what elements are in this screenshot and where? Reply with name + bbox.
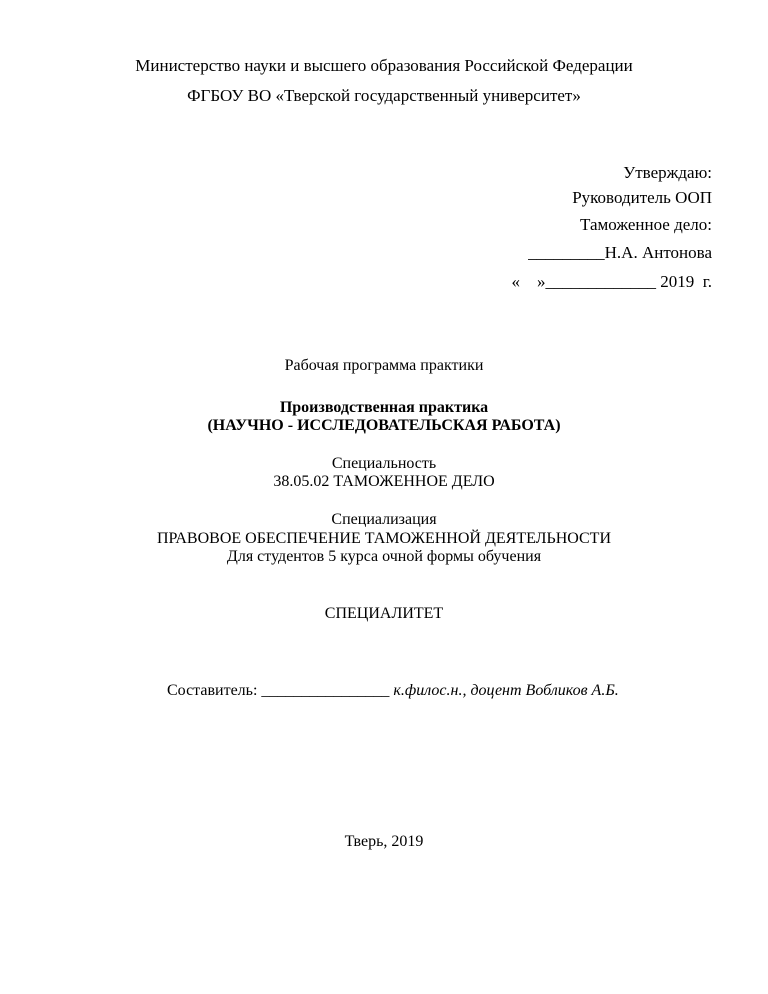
students-line: Для студентов 5 курса очной формы обучения	[226, 548, 542, 565]
specialization-value: ПРАВОВОЕ ОБЕСПЕЧЕНИЕ ТАМОЖЕННОЙ ДЕЯТЕЛЬНОСТИ	[156, 530, 612, 547]
author-label: Составитель: ________________	[167, 682, 390, 699]
approval-program: Таможенное дело:	[579, 215, 712, 234]
university-line: ФГБОУ ВО «Тверской государственный университет»	[187, 86, 581, 105]
author-name: к.филос.н., доцент Вобликов А.Б.	[393, 682, 619, 699]
author-line	[167, 683, 619, 699]
approval-heading: Утверждаю:	[623, 163, 712, 182]
practice-kind: (НАУЧНО - ИССЛЕДОВАТЕЛЬСКАЯ РАБОТА)	[207, 417, 561, 434]
specialization-label: Специализация	[331, 511, 437, 528]
approval-signature: _________Н.А. Антонова	[528, 243, 712, 262]
degree: СПЕЦИАЛИТЕТ	[324, 605, 444, 622]
place-year: Тверь, 2019	[344, 833, 424, 850]
document-type: Рабочая программа практики	[284, 357, 484, 374]
specialty-label: Специальность	[331, 455, 437, 472]
ministry-line: Министерство науки и высшего образования Российской Федерации	[135, 56, 633, 75]
approval-date: « »_____________ 2019 г.	[511, 272, 712, 291]
specialty-value: 38.05.02 ТАМОЖЕННОЕ ДЕЛО	[273, 473, 495, 490]
approval-role: Руководитель ООП	[572, 188, 712, 207]
practice-name: Производственная практика	[279, 399, 489, 416]
